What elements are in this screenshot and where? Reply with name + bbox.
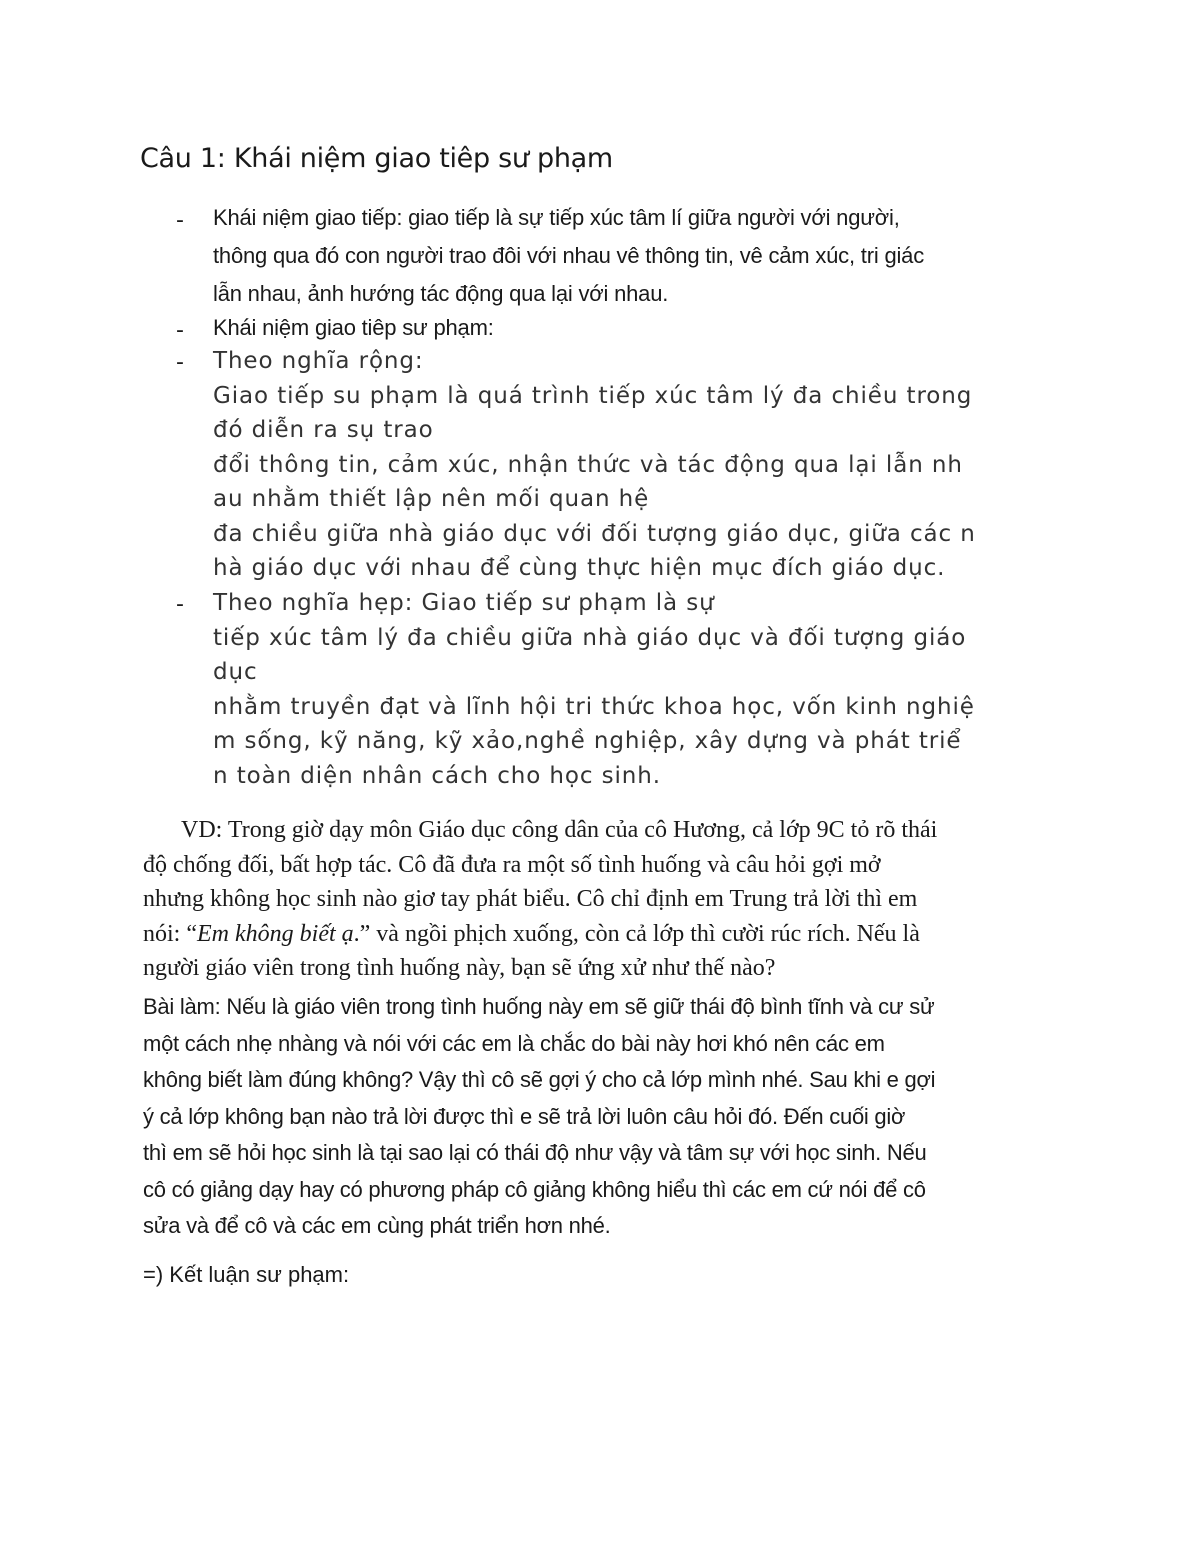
text-line: sửa và để cô và các em cùng phát triển hơn nhé.: [143, 1213, 611, 1238]
text-line: m sống, kỹ năng, kỹ xảo,nghề nghiệp, xây dựng và phát triể: [213, 728, 962, 754]
text-line: Bài làm: Nếu là giáo viên trong tình huống này em sẽ giữ thái độ bình tĩnh và cư sử: [143, 994, 935, 1019]
text-line: cô có giảng dạy hay có phương pháp cô giảng không hiểu thì các em cứ nói để cô: [143, 1176, 926, 1202]
text-line: đổi thông tin, cảm xúc, nhận thức và tác động qua lại lẫn nh: [213, 451, 963, 478]
text-line: đó diễn ra sụ trao: [213, 417, 434, 443]
text-line: dục: [213, 659, 258, 685]
list-dash: -: [176, 350, 185, 375]
list-dash: -: [176, 208, 184, 233]
example-paragraph: [143, 813, 1061, 986]
text-line: Khái niệm giao tiếp: giao tiếp là sự tiếp xúc tâm lí giữa người với người,: [213, 205, 900, 230]
text-line: au nhằm thiết lập nên mối quan hệ: [213, 486, 650, 512]
list-dash: -: [176, 318, 184, 343]
quoted-italic-text: Em không biết ạ: [197, 920, 354, 947]
text-segment: .” và ngồi phịch xuống, còn cả lớp thì cười rúc rích. Nếu là: [353, 920, 920, 947]
text-line: Khái niệm giao tiêp sư phạm:: [213, 315, 494, 340]
text-line: Theo nghĩa hẹp: Giao tiếp sư phạm là sự: [213, 590, 715, 616]
list-dash: -: [176, 592, 185, 617]
text-line: không biết làm đúng không? Vậy thì cô sẽ gợi ý cho cả lớp mình nhé. Sau khi e gợi: [143, 1067, 936, 1092]
question-heading: Câu 1: Khái niệm giao tiêp sư phạm: [140, 143, 613, 174]
text-line: Giao tiếp su phạm là quá trình tiếp xúc tâm lý đa chiều trong: [213, 382, 973, 409]
list-item-text: [213, 344, 976, 586]
text-line: đa chiều giữa nhà giáo dục với đối tượng giáo dục, giữa các n: [213, 520, 976, 547]
text-line: thông qua đó con người trao đôi với nhau vê thông tin, vê cảm xúc, tri giác: [213, 243, 925, 268]
text-line: độ chống đối, bất hợp tác. Cô đã đưa ra một số tình huống và câu hỏi gợi mở: [143, 851, 881, 878]
list-item-text: [213, 309, 494, 347]
text-line: ý cả lớp không bạn nào trả lời được thì e sẽ trả lời luôn câu hỏi đó. Đến cuối giờ: [143, 1103, 906, 1129]
text-line: Theo nghĩa rộng:: [213, 348, 424, 374]
text-line: một cách nhẹ nhàng và nói với các em là chắc do bài này hơi khó nên các em: [143, 1030, 885, 1056]
text-line: nhằm truyền đạt và lĩnh hội tri thức khoa học, vốn kinh nghiệ: [213, 693, 975, 720]
text-line: [143, 917, 1061, 952]
text-line: nhưng không học sinh nào giơ tay phát biểu. Cô chỉ định em Trung trả lời thì em: [143, 886, 918, 912]
text-line: VD: Trong giờ dạy môn Giáo dục công dân của cô Hương, cả lớp 9C tỏ rõ thái: [181, 817, 938, 843]
text-line: n toàn diện nhân cách cho học sinh.: [213, 762, 661, 789]
text-line: lẫn nhau, ảnh hướng tác động qua lại với nhau.: [213, 281, 669, 306]
list-item-text: [213, 199, 924, 313]
list-item-text: [213, 586, 975, 793]
text-line: người giáo viên trong tình huống này, bạn sẽ ứng xử như thế nào?: [143, 955, 776, 981]
text-line: tiếp xúc tâm lý đa chiều giữa nhà giáo dục và đối tượng giáo: [213, 624, 967, 651]
text-line: hà giáo dục với nhau để cùng thực hiện mục đích giáo dục.: [213, 555, 946, 581]
conclusion-line: =) Kết luận sư phạm:: [143, 1262, 350, 1287]
text-line: thì em sẽ hỏi học sinh là tại sao lại có thái độ như vậy và tâm sự với học sinh. Nếu: [143, 1140, 927, 1165]
answer-paragraph: [143, 989, 935, 1245]
text-segment: nói: “: [143, 920, 197, 947]
